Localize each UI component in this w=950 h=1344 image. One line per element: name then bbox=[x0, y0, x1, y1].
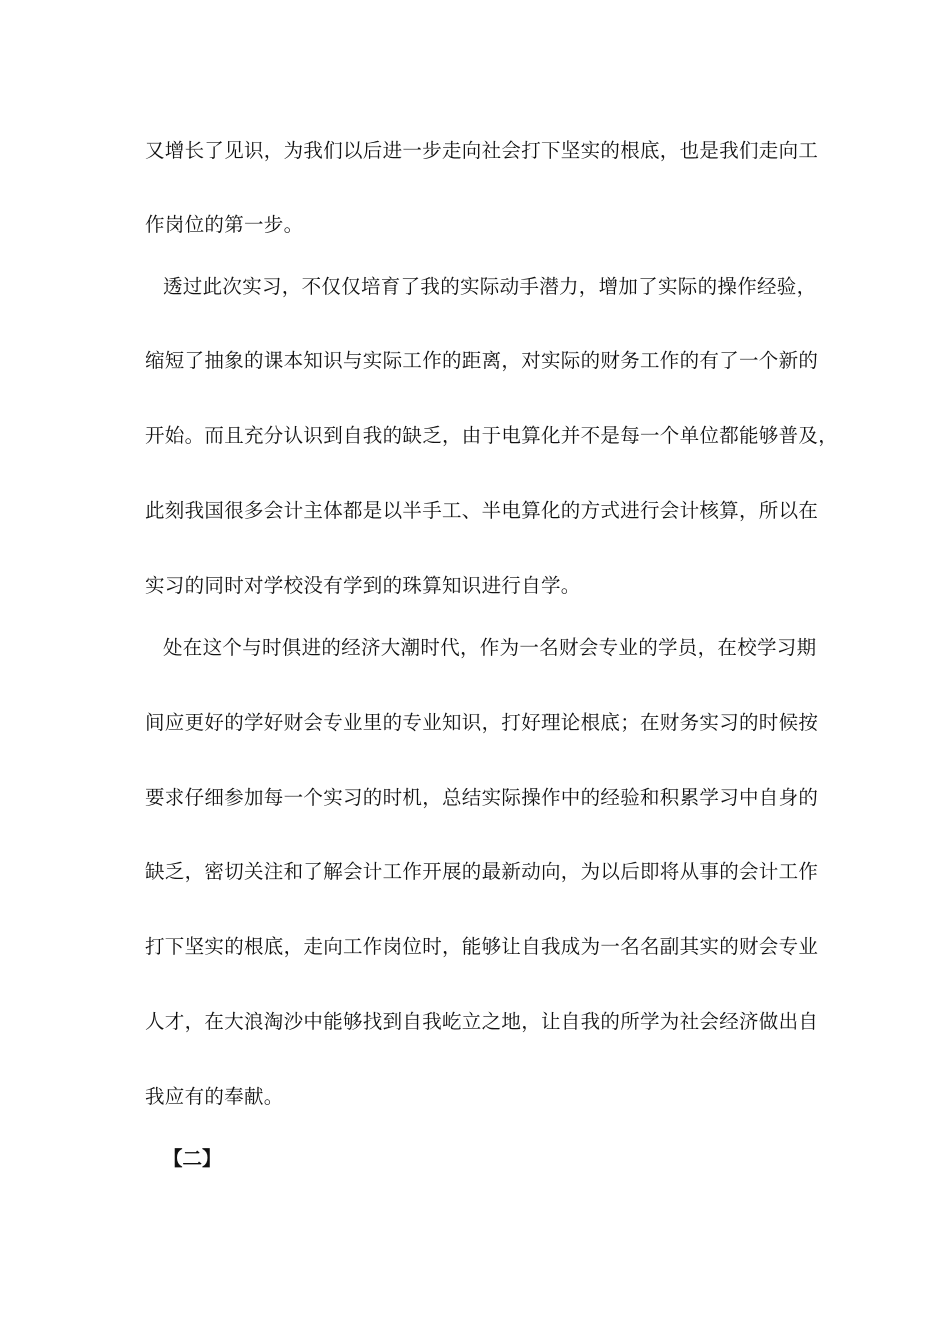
paragraph-line: 实习的同时对学校没有学到的珠算知识进行自学。 bbox=[145, 574, 581, 597]
paragraph-line: 作岗位的第一步。 bbox=[145, 213, 304, 236]
paragraph-line: 缩短了抽象的课本知识与实际工作的距离，对实际的财务工作的有了一个新的 bbox=[145, 349, 819, 372]
paragraph-line: 人才，在大浪淘沙中能够找到自我屹立之地，让自我的所学为社会经济做出自 bbox=[145, 1010, 819, 1033]
paragraph-line: 我应有的奉献。 bbox=[145, 1085, 284, 1108]
section-heading: 【二】 bbox=[163, 1147, 222, 1170]
paragraph-line: 要求仔细参加每一个实习的时机，总结实际操作中的经验和积累学习中自身的 bbox=[145, 786, 819, 809]
paragraph-line: 缺乏，密切关注和了解会计工作开展的最新动向，为以后即将从事的会计工作 bbox=[145, 860, 819, 883]
paragraph-line: 此刻我国很多会计主体都是以半手工、半电算化的方式进行会计核算，所以在 bbox=[145, 499, 819, 522]
paragraph-line: 间应更好的学好财会专业里的专业知识，打好理论根底；在财务实习的时候按 bbox=[145, 711, 819, 734]
paragraph-line: 透过此次实习，不仅仅培育了我的实际动手潜力，增加了实际的操作经验， bbox=[163, 275, 817, 298]
paragraph-line: 又增长了见识，为我们以后进一步走向社会打下坚实的根底，也是我们走向工 bbox=[145, 139, 819, 162]
paragraph-line: 开始。而且充分认识到自我的缺乏，由于电算化并不是每一个单位都能够普及， bbox=[145, 424, 839, 447]
paragraph-line: 打下坚实的根底，走向工作岗位时，能够让自我成为一名名副其实的财会专业 bbox=[145, 935, 819, 958]
paragraph-line: 处在这个与时俱进的经济大潮时代，作为一名财会专业的学员，在校学习期 bbox=[163, 636, 817, 659]
